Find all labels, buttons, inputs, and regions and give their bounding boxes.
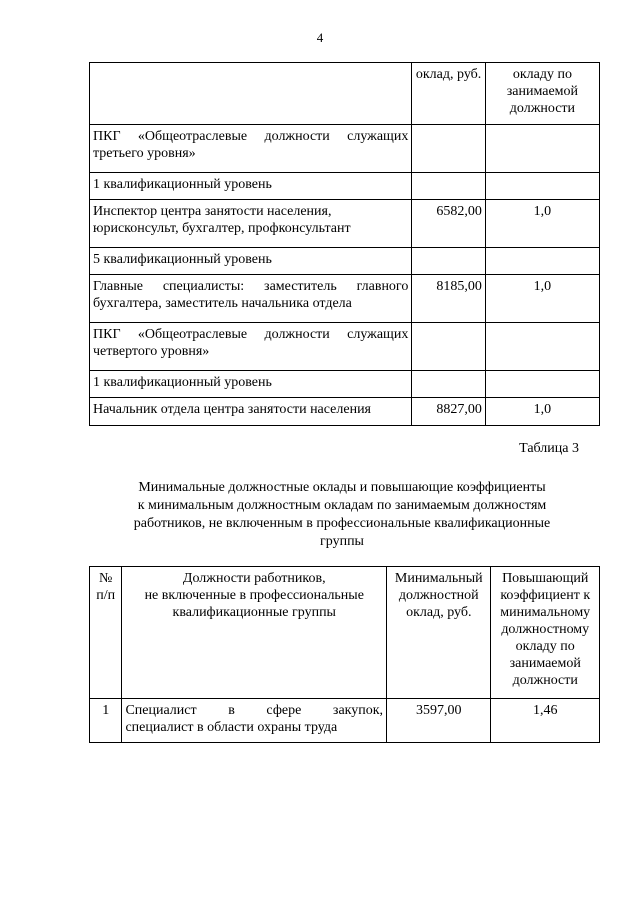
coefficient-cell: 1,0 bbox=[485, 398, 599, 426]
header-cell-coefficient bbox=[491, 567, 600, 699]
table-salaries-continued bbox=[89, 62, 600, 426]
title-line: работников, не включенным в профессиональные квалификационные bbox=[133, 516, 551, 531]
salary-cell bbox=[412, 371, 486, 398]
coefficient-cell: 1,46 bbox=[491, 699, 600, 743]
title-line: к минимальным должностным окладам по занимаемым должностям bbox=[137, 498, 547, 513]
table-row bbox=[90, 699, 600, 743]
table-label: Таблица 3 bbox=[519, 441, 579, 456]
title-line: группы bbox=[320, 534, 364, 549]
table-header-row bbox=[90, 567, 600, 699]
table-header-row bbox=[90, 63, 600, 125]
table-row bbox=[90, 371, 600, 398]
position-line: бухгалтера, заместитель начальника отдела bbox=[93, 296, 352, 311]
coefficient-cell bbox=[485, 248, 599, 275]
salary-cell: 8185,00 bbox=[412, 275, 486, 323]
coefficient-cell bbox=[485, 371, 599, 398]
salary-cell: 6582,00 bbox=[412, 200, 486, 248]
position-cell: 1 квалификационный уровень bbox=[90, 371, 412, 398]
salary-cell bbox=[412, 125, 486, 173]
header-line: коэффициент к bbox=[500, 588, 591, 603]
header-line: п/п bbox=[96, 588, 116, 603]
salary-cell bbox=[412, 323, 486, 371]
coefficient-cell bbox=[485, 173, 599, 200]
table-row bbox=[90, 398, 600, 426]
position-line: юрисконсульт, бухгалтер, профконсультант bbox=[93, 221, 351, 236]
header-line: оклад, руб. bbox=[406, 605, 472, 620]
position-line: Главные специалисты: заместитель главного bbox=[93, 279, 409, 294]
position-cell bbox=[90, 323, 412, 371]
header-cell-empty bbox=[90, 63, 412, 125]
position-line: ПКГ «Общеотраслевые должности служащих bbox=[93, 327, 409, 342]
header-line: Повышающий bbox=[502, 571, 589, 586]
position-cell bbox=[90, 275, 412, 323]
table-row bbox=[90, 125, 600, 173]
position-line: Специалист в сфере закупок, bbox=[125, 703, 384, 718]
header-cell-coefficient: окладу по занимаемой должности bbox=[485, 63, 599, 125]
header-line: должности bbox=[512, 673, 578, 688]
table-3 bbox=[89, 566, 600, 743]
table-row bbox=[90, 248, 600, 275]
position-cell bbox=[122, 699, 387, 743]
salary-cell bbox=[412, 173, 486, 200]
number-cell: 1 bbox=[90, 699, 122, 743]
header-cell-position bbox=[122, 567, 387, 699]
header-line: минимальному bbox=[500, 605, 591, 620]
page-number: 4 bbox=[316, 30, 324, 45]
title-line: Минимальные должностные оклады и повышающие коэффициенты bbox=[138, 480, 546, 495]
position-line: специалист в области охраны труда bbox=[125, 720, 338, 735]
table-row bbox=[90, 200, 600, 248]
coefficient-cell: 1,0 bbox=[485, 200, 599, 248]
position-cell: Начальник отдела центра занятости населения bbox=[90, 398, 412, 426]
table-row bbox=[90, 173, 600, 200]
coefficient-cell bbox=[485, 323, 599, 371]
position-cell: 5 квалификационный уровень bbox=[90, 248, 412, 275]
header-cell-number bbox=[90, 567, 122, 699]
position-line: ПКГ «Общеотраслевые должности служащих bbox=[93, 129, 409, 144]
position-line: четвертого уровня» bbox=[93, 344, 210, 359]
header-cell-salary bbox=[387, 567, 491, 699]
table-row bbox=[90, 323, 600, 371]
header-cell-salary: оклад, руб. bbox=[412, 63, 486, 125]
header-line: № bbox=[99, 571, 113, 586]
salary-cell: 8827,00 bbox=[412, 398, 486, 426]
position-line: третьего уровня» bbox=[93, 146, 196, 161]
table-title bbox=[90, 479, 594, 551]
header-line: квалификационные группы bbox=[172, 605, 336, 620]
position-cell: 1 квалификационный уровень bbox=[90, 173, 412, 200]
header-line: должностной bbox=[398, 588, 479, 603]
position-line: Инспектор центра занятости населения, bbox=[93, 204, 332, 219]
header-line: Должности работников, bbox=[182, 571, 326, 586]
coefficient-cell: 1,0 bbox=[485, 275, 599, 323]
table-row bbox=[90, 275, 600, 323]
salary-cell: 3597,00 bbox=[387, 699, 491, 743]
coefficient-cell bbox=[485, 125, 599, 173]
header-line: не включенные в профессиональные bbox=[144, 588, 364, 603]
position-cell bbox=[90, 125, 412, 173]
header-line: занимаемой bbox=[509, 656, 581, 671]
position-cell bbox=[90, 200, 412, 248]
header-line: должностному bbox=[501, 622, 590, 637]
header-line: Минимальный bbox=[394, 571, 483, 586]
header-line: окладу по bbox=[515, 639, 575, 654]
salary-cell bbox=[412, 248, 486, 275]
